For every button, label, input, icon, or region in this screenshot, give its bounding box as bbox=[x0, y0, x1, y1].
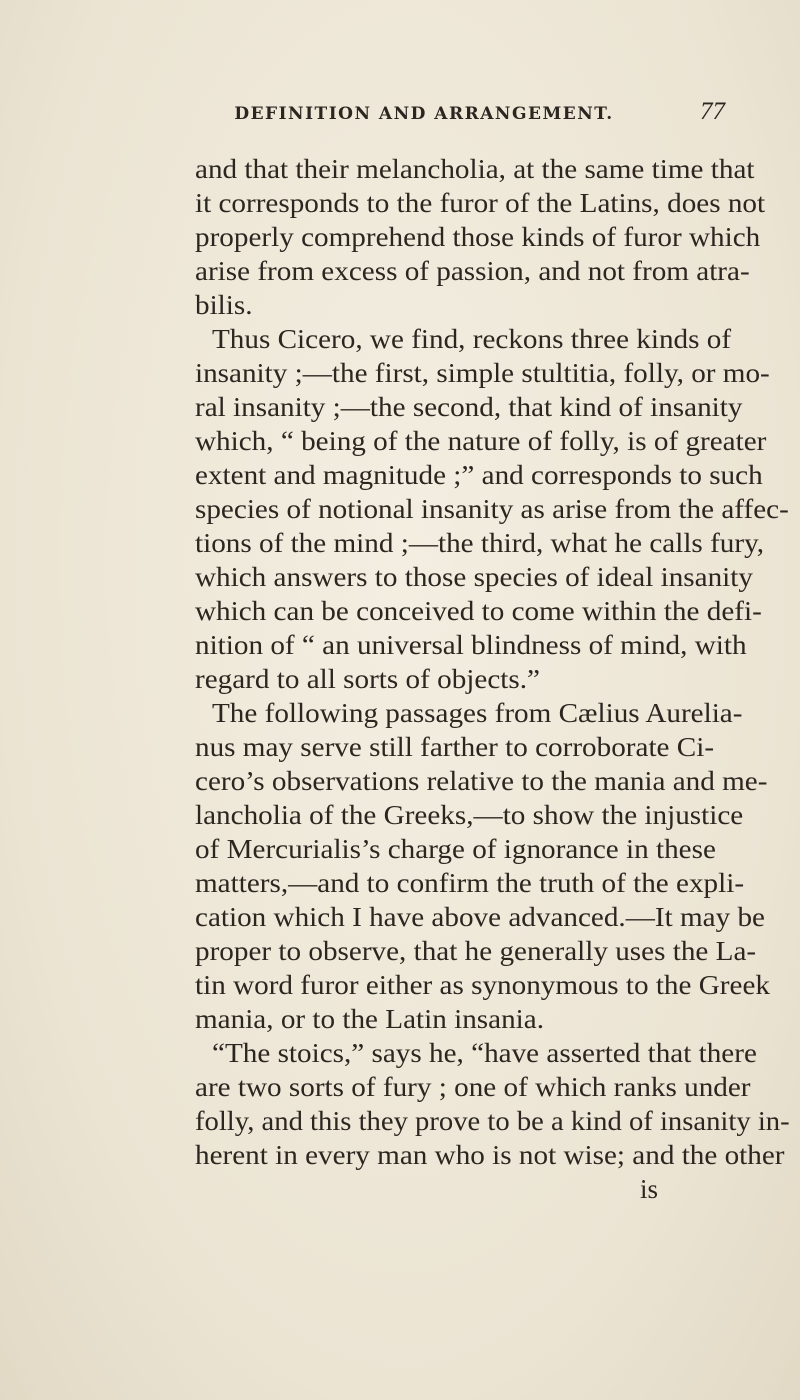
text-line: properly comprehend those kinds of furor which bbox=[195, 222, 761, 252]
text-line: regard to all sorts of objects.” bbox=[195, 664, 540, 694]
text-line: cero’s observations relative to the mania and me- bbox=[195, 766, 768, 796]
text-line: which can be conceived to come within the defi- bbox=[195, 596, 762, 626]
text-line: proper to observe, that he generally uses the La- bbox=[195, 936, 757, 966]
text-line: it corresponds to the furor of the Latins, does not bbox=[195, 188, 766, 218]
text-line: mania, or to the Latin insania. bbox=[195, 1004, 545, 1034]
page-number: 77 bbox=[700, 98, 725, 125]
text-line: tions of the mind ;—the third, what he calls fury, bbox=[195, 528, 765, 558]
text-line: and that their melancholia, at the same time that bbox=[195, 154, 755, 184]
text-line: extent and magnitude ;” and corresponds to such bbox=[195, 460, 763, 490]
text-line: The following passages from Cælius Aurelia- bbox=[212, 698, 743, 728]
text-line: cation which I have above advanced.—It may be bbox=[195, 902, 766, 932]
text-line: arise from excess of passion, and not from atra- bbox=[195, 256, 750, 286]
text-line: tin word furor either as synonymous to the Greek bbox=[195, 970, 770, 1000]
text-line: of Mercurialis’s charge of ignorance in these bbox=[195, 834, 716, 864]
text-line: insanity ;—the first, simple stultitia, folly, or mo- bbox=[195, 358, 770, 388]
text-line: “The stoics,” says he, “have asserted that there bbox=[212, 1038, 757, 1068]
text-line: ral insanity ;—the second, that kind of insanity bbox=[195, 392, 743, 422]
text-line: bilis. bbox=[195, 290, 253, 320]
text-line: species of notional insanity as arise from the affec- bbox=[195, 494, 789, 524]
text-line: herent in every man who is not wise; and the other bbox=[195, 1140, 785, 1170]
text-line: which answers to those species of ideal insanity bbox=[195, 562, 753, 592]
text-line: nition of “ an universal blindness of mind, with bbox=[195, 630, 747, 660]
text-line: matters,—and to confirm the truth of the expli- bbox=[195, 868, 745, 898]
text-line: which, “ being of the nature of folly, is of greater bbox=[195, 426, 767, 456]
text-line: lancholia of the Greeks,—to show the injustice bbox=[195, 800, 744, 830]
text-line: nus may serve still farther to corroborate Ci- bbox=[195, 732, 715, 762]
text-line: Thus Cicero, we find, reckons three kinds of bbox=[212, 324, 732, 354]
text-line: folly, and this they prove to be a kind of insanity in- bbox=[195, 1106, 790, 1136]
running-title: DEFINITION AND ARRANGEMENT. bbox=[234, 104, 614, 124]
running-head bbox=[0, 98, 800, 136]
catchword: is bbox=[640, 1174, 659, 1204]
text-line: are two sorts of fury ; one of which ranks under bbox=[195, 1072, 751, 1102]
